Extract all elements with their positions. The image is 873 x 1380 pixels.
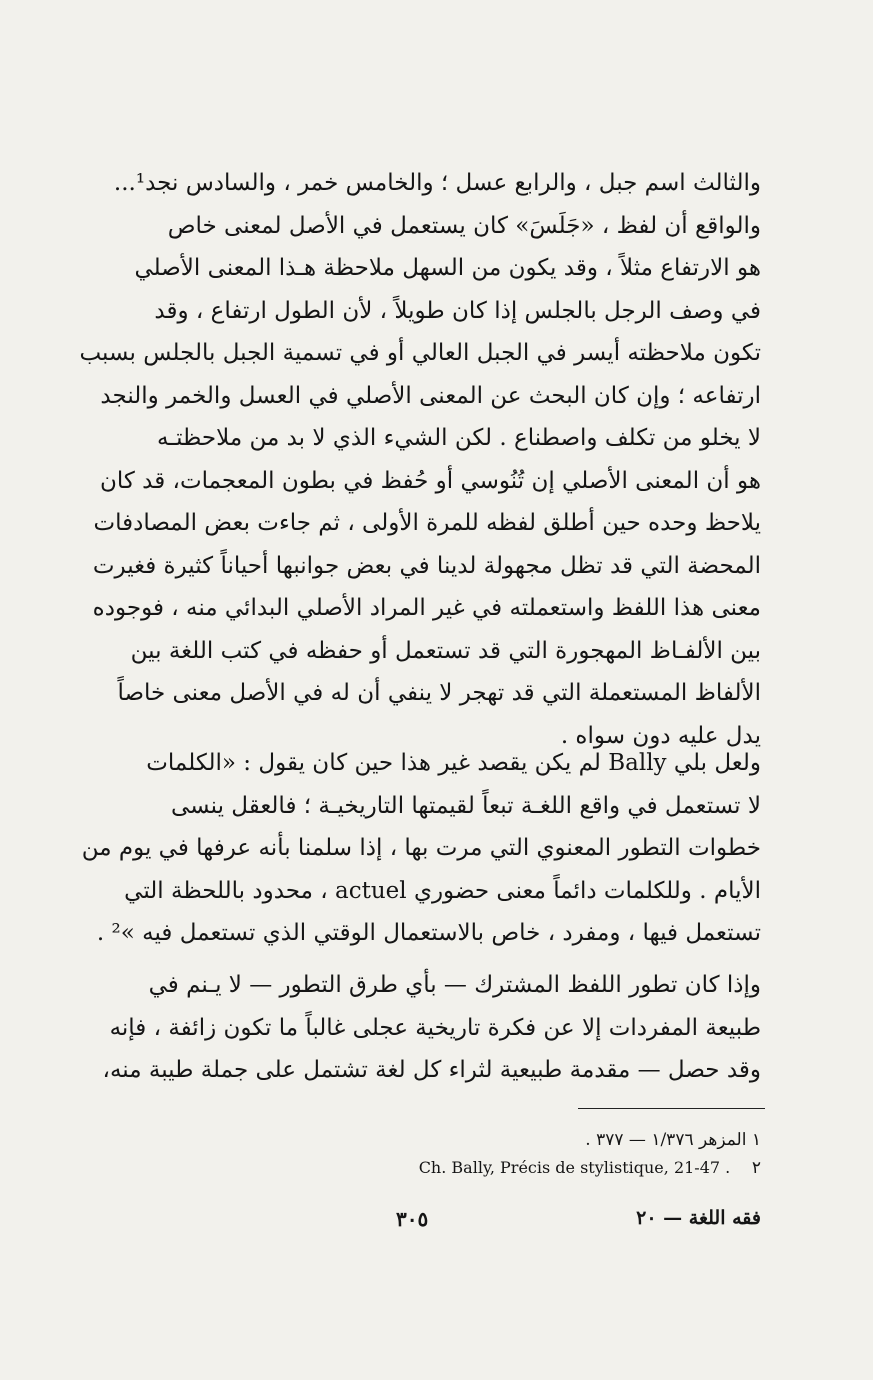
- footnote-2-text: Ch. Bally, Précis de stylistique, 21-47 .: [418, 1158, 731, 1177]
- footnote-2-number: ٢: [751, 1158, 761, 1178]
- text-line: بين الألفـاظ المهجورة التي قد تستعمل أو حفظه في كتب اللغة بين: [130, 637, 761, 664]
- text-line: معنى هذا اللفظ واستعملته في غير المراد الأصلي البدائي منه ، فوجوده: [92, 595, 761, 621]
- text-line: والواقع أن لفظ ، «جَلَسَ» كان يستعمل في الأصل لمعنى خاص: [167, 212, 761, 239]
- text-line: هو أن المعنى الأصلي إن تُنُوسي أو حُفظ في بطون المعجمات، قد كان: [99, 467, 761, 494]
- paragraph-2: [81, 742, 761, 955]
- text-line: يلاحظ وحده حين أطلق لفظه للمرة الأولى ، ثم جاءت بعض المصادفات: [93, 510, 761, 536]
- running-title: فقه اللغة — ٢٠: [636, 1207, 761, 1229]
- paragraph-1: [79, 162, 761, 757]
- text-line: ارتفاعه ؛ وإن كان البحث عن المعنى الأصلي في العسل والخمر والنجد: [100, 382, 761, 409]
- paragraph-3: [96, 964, 761, 1092]
- footnotes: [340, 1126, 761, 1182]
- page-footer: [96, 1207, 761, 1241]
- text-line: ولعل بلي Bally لم يكن يقصد غير هذا حين كان يقول : «الكلمات: [146, 750, 761, 776]
- text-line: يدل عليه دون سواه .: [560, 722, 761, 749]
- footnote-2: [340, 1154, 761, 1182]
- text-line: الأيام . وللكلمات دائماً معنى حضوري actuel ، محدود باللحظة التي: [124, 877, 761, 904]
- text-line: طبيعة المفردات إلا عن فكرة تاريخية عجلى غالباً ما تكون زائفة ، فإنه: [109, 1014, 761, 1041]
- text-line: في وصف الرجل بالجلس إذا كان طويلاً ، لأن الطول ارتفاع ، وقد: [154, 297, 761, 324]
- footnote-divider: [578, 1108, 765, 1109]
- text-line: تكون ملاحظته أيسر في الجبل العالي أو في تسمية الجبل بالجلس بسبب: [79, 340, 761, 366]
- text-line: لا تستعمل في واقع اللغـة تبعاً لقيمتها التاريخيـة ؛ فالعقل ينسى: [170, 792, 761, 819]
- text-line: تستعمل فيها ، ومفرد ، خاص بالاستعمال الوقتي الذي تستعمل فيه »² .: [96, 920, 761, 946]
- footnote-1: ١ المزهر ١/٣٧٦ — ٣٧٧ .: [585, 1130, 761, 1150]
- text-line: لا يخلو من تكلف واصطناع . لكن الشيء الذي لا بد من ملاحظتـه: [157, 425, 761, 451]
- text-line: وإذا كان تطور اللفظ المشترك — بأي طرق التطور — لا يـنم في: [148, 972, 761, 998]
- text-line: هو الارتفاع مثلاً ، وقد يكون من السهل ملاحظة هـذا المعنى الأصلي: [134, 255, 761, 281]
- text-line: وقد حصل — مقدمة طبيعية لثراء كل لغة تشتمل على جملة طيبة منه،: [102, 1057, 761, 1083]
- text-line: خطوات التطور المعنوي التي مرت بها ، إذا سلمنا بأنه عرفها في يوم من: [81, 835, 761, 861]
- text-line: الألفاظ المستعملة التي قد تهجر لا ينفي أن له في الأصل معنى خاصاً: [117, 680, 761, 706]
- text-line: والثالث اسم جبل ، والرابع عسل ؛ والخامس خمر ، والسادس نجد¹...: [113, 170, 761, 196]
- text-line: المحضة التي قد تظل مجهولة لدينا في بعض جوانبها أحياناً كثيرة فغيرت: [92, 552, 761, 579]
- page-number: ٣٠٥: [396, 1207, 429, 1231]
